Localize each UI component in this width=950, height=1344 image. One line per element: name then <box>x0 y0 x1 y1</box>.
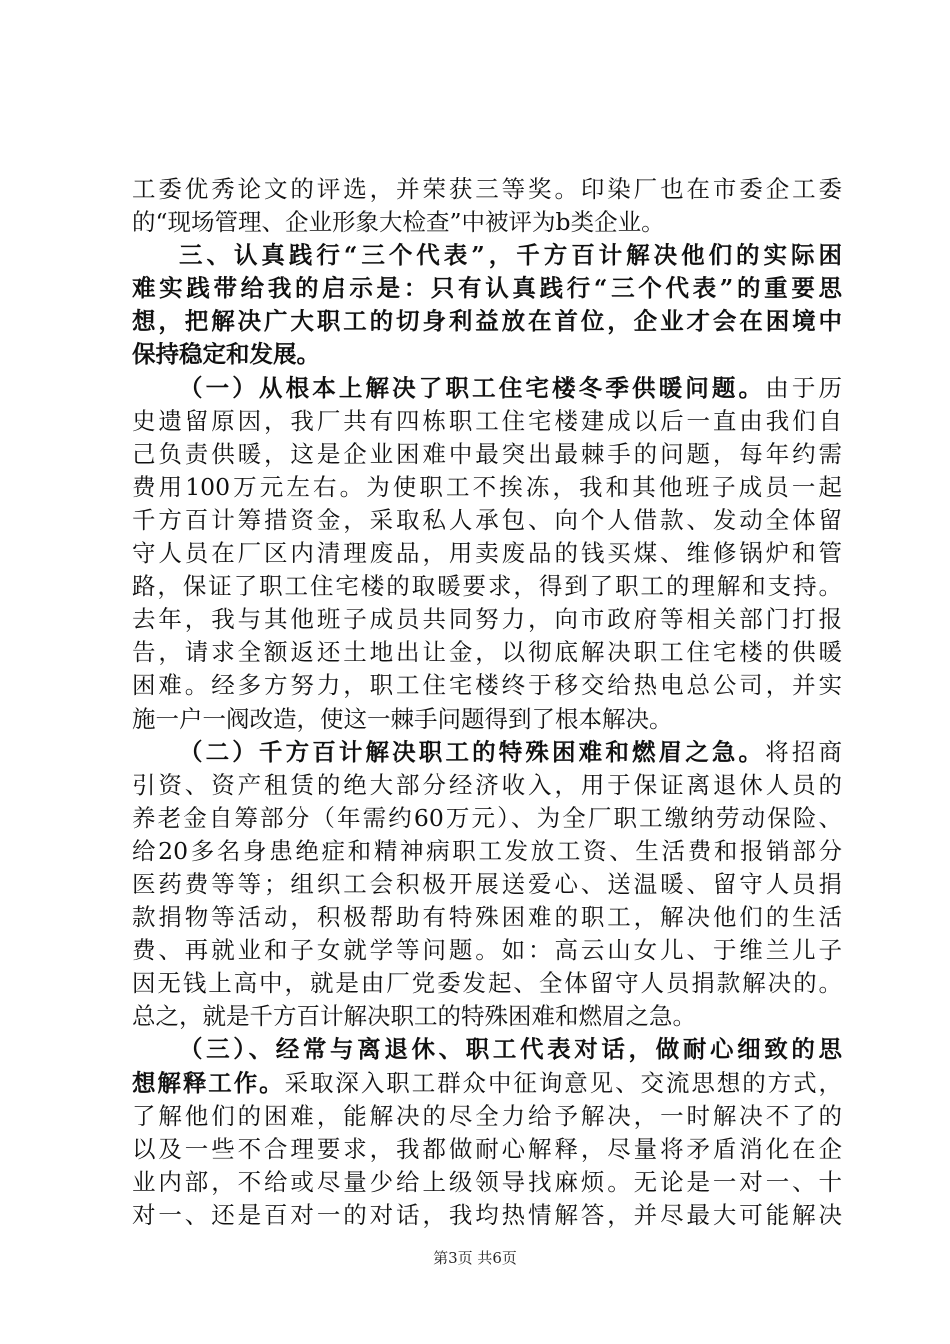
page-footer: 第3页 共6页 <box>433 1249 517 1267</box>
text-line <box>132 305 842 338</box>
text-line <box>132 1100 842 1133</box>
text-line <box>132 272 842 305</box>
text-segment: 费用100万元左右。为使职工不挨冻，我和其他班子成员一起 <box>132 472 842 501</box>
text-segment: 将招商 <box>765 737 842 766</box>
text-segment: 给20多名身患绝症和精神病职工发放工资、生活费和报销部分 <box>132 836 842 865</box>
text-segment: 守人员在厂区内清理废品，用卖废品的钱买煤、维修锅炉和管 <box>132 539 842 568</box>
text-line <box>132 868 842 901</box>
text-segment: 己负责供暖，这是企业困难中最突出最棘手的问题，每年约需 <box>132 439 842 468</box>
text-segment: 路，保证了职工住宅楼的取暖要求，得到了职工的理解和支持。 <box>132 572 842 601</box>
text-line <box>132 471 842 504</box>
text-segment: 采取深入职工群众中征询意见、交流思想的方式， <box>284 1068 842 1097</box>
text-line <box>132 537 842 570</box>
text-segment: 工委优秀论文的评选，并荣获三等奖。印染厂也在市委企工委 <box>132 175 842 203</box>
bold-text-segment: 三、认真践行“三个代表”，千方百计解决他们的实际困 <box>179 241 842 270</box>
text-line <box>132 736 842 769</box>
text-segment: 由于历 <box>765 373 842 402</box>
text-segment: 千方百计筹措资金，采取私人承包、向个人借款、发动全体留 <box>132 505 842 534</box>
body-text <box>132 173 842 1232</box>
text-line <box>132 769 842 802</box>
text-segment: 以及一些不合理要求，我都做耐心解释，尽量将矛盾消化在企 <box>132 1134 842 1163</box>
text-line <box>132 669 842 702</box>
text-line <box>132 1067 842 1100</box>
text-segment: 引资、资产租赁的绝大部分经济收入，用于保证离退休人员的 <box>132 770 842 799</box>
text-line <box>132 372 842 405</box>
bold-text-segment: 想解释工作。 <box>132 1068 285 1097</box>
text-segment: 费、再就业和子女就学等问题。如：高云山女儿、于维兰儿子 <box>132 936 842 965</box>
text-line <box>132 1199 842 1232</box>
text-line <box>132 934 842 967</box>
bold-text-segment: 保持稳定和发展。 <box>132 340 320 369</box>
text-segment: 困难。经多方努力，职工住宅楼终于移交给热电总公司，并实 <box>132 671 842 700</box>
text-line <box>132 1133 842 1166</box>
text-line <box>132 603 842 636</box>
text-segment: 的“现场管理、企业形象大检查”中被评为b类企业。 <box>132 208 665 237</box>
bold-text-segment: 想，把解决广大职工的切身利益放在首位，企业才会在困境中 <box>132 307 842 336</box>
text-segment: 施一户一阀改造，使这一棘手问题得到了根本解决。 <box>132 704 673 733</box>
text-segment: 业内部，不给或尽量少给上级领导找麻烦。无论是一对一、十 <box>132 1167 842 1196</box>
text-line <box>132 636 842 669</box>
text-segment: 史遗留原因，我厂共有四栋职工住宅楼建成以后一直由我们自 <box>132 406 842 435</box>
text-segment: 款捐物等活动，积极帮助有特殊困难的职工，解决他们的生活 <box>132 903 842 932</box>
text-line <box>132 1166 842 1199</box>
text-segment: 总之，就是千方百计解决职工的特殊困难和燃眉之急。 <box>132 1002 696 1031</box>
text-line <box>132 338 842 371</box>
text-segment: 对一、还是百对一的对话，我均热情解答，并尽最大可能解决 <box>132 1200 842 1229</box>
text-line <box>132 173 842 206</box>
text-line <box>132 206 842 239</box>
text-line <box>132 835 842 868</box>
text-line <box>132 405 842 438</box>
text-line <box>132 703 842 736</box>
text-line <box>132 901 842 934</box>
text-segment: 告，请求全额返还土地出让金，以彻底解决职工住宅楼的供暖 <box>132 638 842 667</box>
text-segment: 了解他们的困难，能解决的尽全力给予解决，一时解决不了的 <box>132 1101 842 1130</box>
bold-text-segment: （三）、经常与离退休、职工代表对话，做耐心细致的思 <box>179 1035 842 1064</box>
text-segment: 医药费等等；组织工会积极开展送爱心、送温暖、留守人员捐 <box>132 869 842 898</box>
text-segment: 养老金自筹部分（年需约60万元）、为全厂职工缴纳劳动保险、 <box>132 803 842 832</box>
text-line <box>132 438 842 471</box>
text-line <box>132 967 842 1000</box>
text-line <box>132 1033 842 1066</box>
bold-text-segment: （一）从根本上解决了职工住宅楼冬季供暖问题。 <box>179 373 766 402</box>
text-segment: 去年，我与其他班子成员共同努力，向市政府等相关部门打报 <box>132 605 842 634</box>
text-line <box>132 1000 842 1033</box>
text-segment: 因无钱上高中，就是由厂党委发起、全体留守人员捐款解决的。 <box>132 969 842 998</box>
text-line <box>132 504 842 537</box>
bold-text-segment: （二）千方百计解决职工的特殊困难和燃眉之急。 <box>179 737 766 766</box>
bold-text-segment: 难实践带给我的启示是：只有认真践行“三个代表”的重要思 <box>132 274 842 303</box>
text-line <box>132 239 842 272</box>
text-line <box>132 570 842 603</box>
text-line <box>132 802 842 835</box>
